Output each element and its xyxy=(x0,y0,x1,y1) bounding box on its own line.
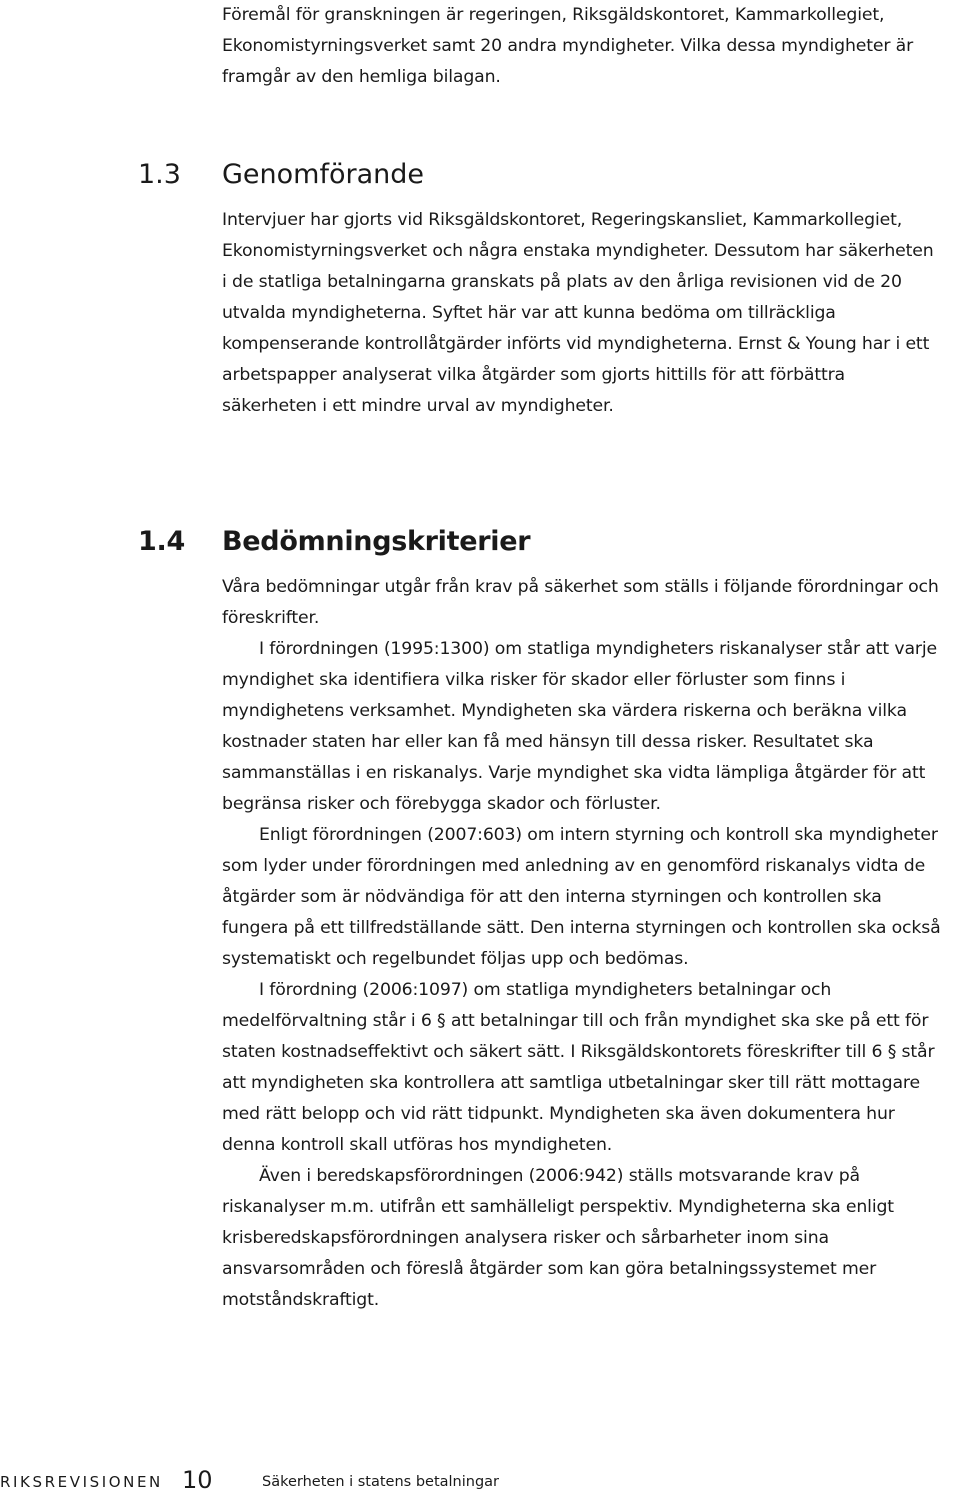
section-1-4-body xyxy=(222,572,942,1316)
section-1-4-paragraph: I förordning (2006:1097) om statliga myndigheters betalningar och medelförvaltning står i 6 § att betalningar till och från myndighet ska ske på ett för staten kostnadseffektivt och säkert sätt. I Riksgäldskontorets föreskrifter till 6 § står att myndigheten ska kontrollera att samtliga utbetalningar sker till rätt mottagare med rätt belopp och vid rätt tidpunkt. Myndigheten ska även dokumentera hur denna kontroll skall utföras hos myndigheten. xyxy=(222,980,935,1155)
page-footer xyxy=(0,1466,960,1496)
section-number: 1.3 xyxy=(138,159,181,190)
footer-document-title: Säkerheten i statens betalningar xyxy=(262,1474,500,1490)
section-1-4-paragraph: Våra bedömningar utgår från krav på säkerhet som ställs i följande förordningar och föreskrifter. xyxy=(222,577,939,628)
intro-block xyxy=(222,0,942,93)
section-1-4-paragraph: I förordningen (1995:1300) om statliga myndigheters riskanalyser står att varje myndighet ska identifiera vilka risker för skador eller förluster som finns i myndighetens verksamhet. Myndigheten ska värdera riskerna och beräkna vilka kostnader staten har eller kan få med hänsyn till dessa risker. Resultatet ska sammanställas i en riskanalys. Varje myndighet ska vidta lämpliga åtgärder för att begränsa risker och förebygga skador och förluster. xyxy=(222,639,937,814)
section-1-3-body xyxy=(222,205,942,422)
section-1-4-paragraph: Även i beredskapsförordningen (2006:942) ställs motsvarande krav på riskanalyser m.m. utifrån ett samhälleligt perspektiv. Myndigheterna ska enligt krisberedskapsförordningen analysera risker och sårbarheter inom sina ansvarsområden och föreslå åtgärder som kan göra betalningssystemet mer motståndskraftigt. xyxy=(222,1166,894,1310)
section-1-3-paragraph: Intervjuer har gjorts vid Riksgäldskontoret, Regeringskansliet, Kammarkollegiet, Ekonomistyrningsverket och några enstaka myndigheter. Dessutom har säkerheten i de statliga betalningarna granskats på plats av den årliga revisionen vid de 20 utvalda myndigheterna. Syftet här var att kunna bedöma om tillräckliga kompenserande kontrollåtgärder införts vid myndigheterna. Ernst & Young har i ett arbetspapper analyserat vilka åtgärder som gjorts hittills för att förbättra säkerheten i ett mindre urval av myndigheter. xyxy=(222,210,934,416)
section-title: Bedömningskriterier xyxy=(222,526,531,557)
section-number: 1.4 xyxy=(138,526,185,557)
section-title: Genomförande xyxy=(222,159,424,190)
footer-brand: RIKSREVISIONEN xyxy=(0,1473,163,1491)
section-1-4-paragraph: Enligt förordningen (2007:603) om intern styrning och kontroll ska myndigheter som lyder under förordningen med anledning av en genomförd riskanalys vidta de åtgärder som är nödvändiga för att den interna styrningen och kontrollen ska fungera på ett tillfredställande sätt. Den interna styrningen och kontrollen ska också systematiskt och regelbundet följas upp och bedömas. xyxy=(222,825,941,969)
page-number: 10 xyxy=(182,1466,213,1494)
intro-paragraph: Föremål för granskningen är regeringen, Riksgäldskontoret, Kammarkollegiet, Ekonomistyrningsverket samt 20 andra myndigheter. Vilka dessa myndigheter är framgår av den hemliga bilagan. xyxy=(222,5,914,87)
